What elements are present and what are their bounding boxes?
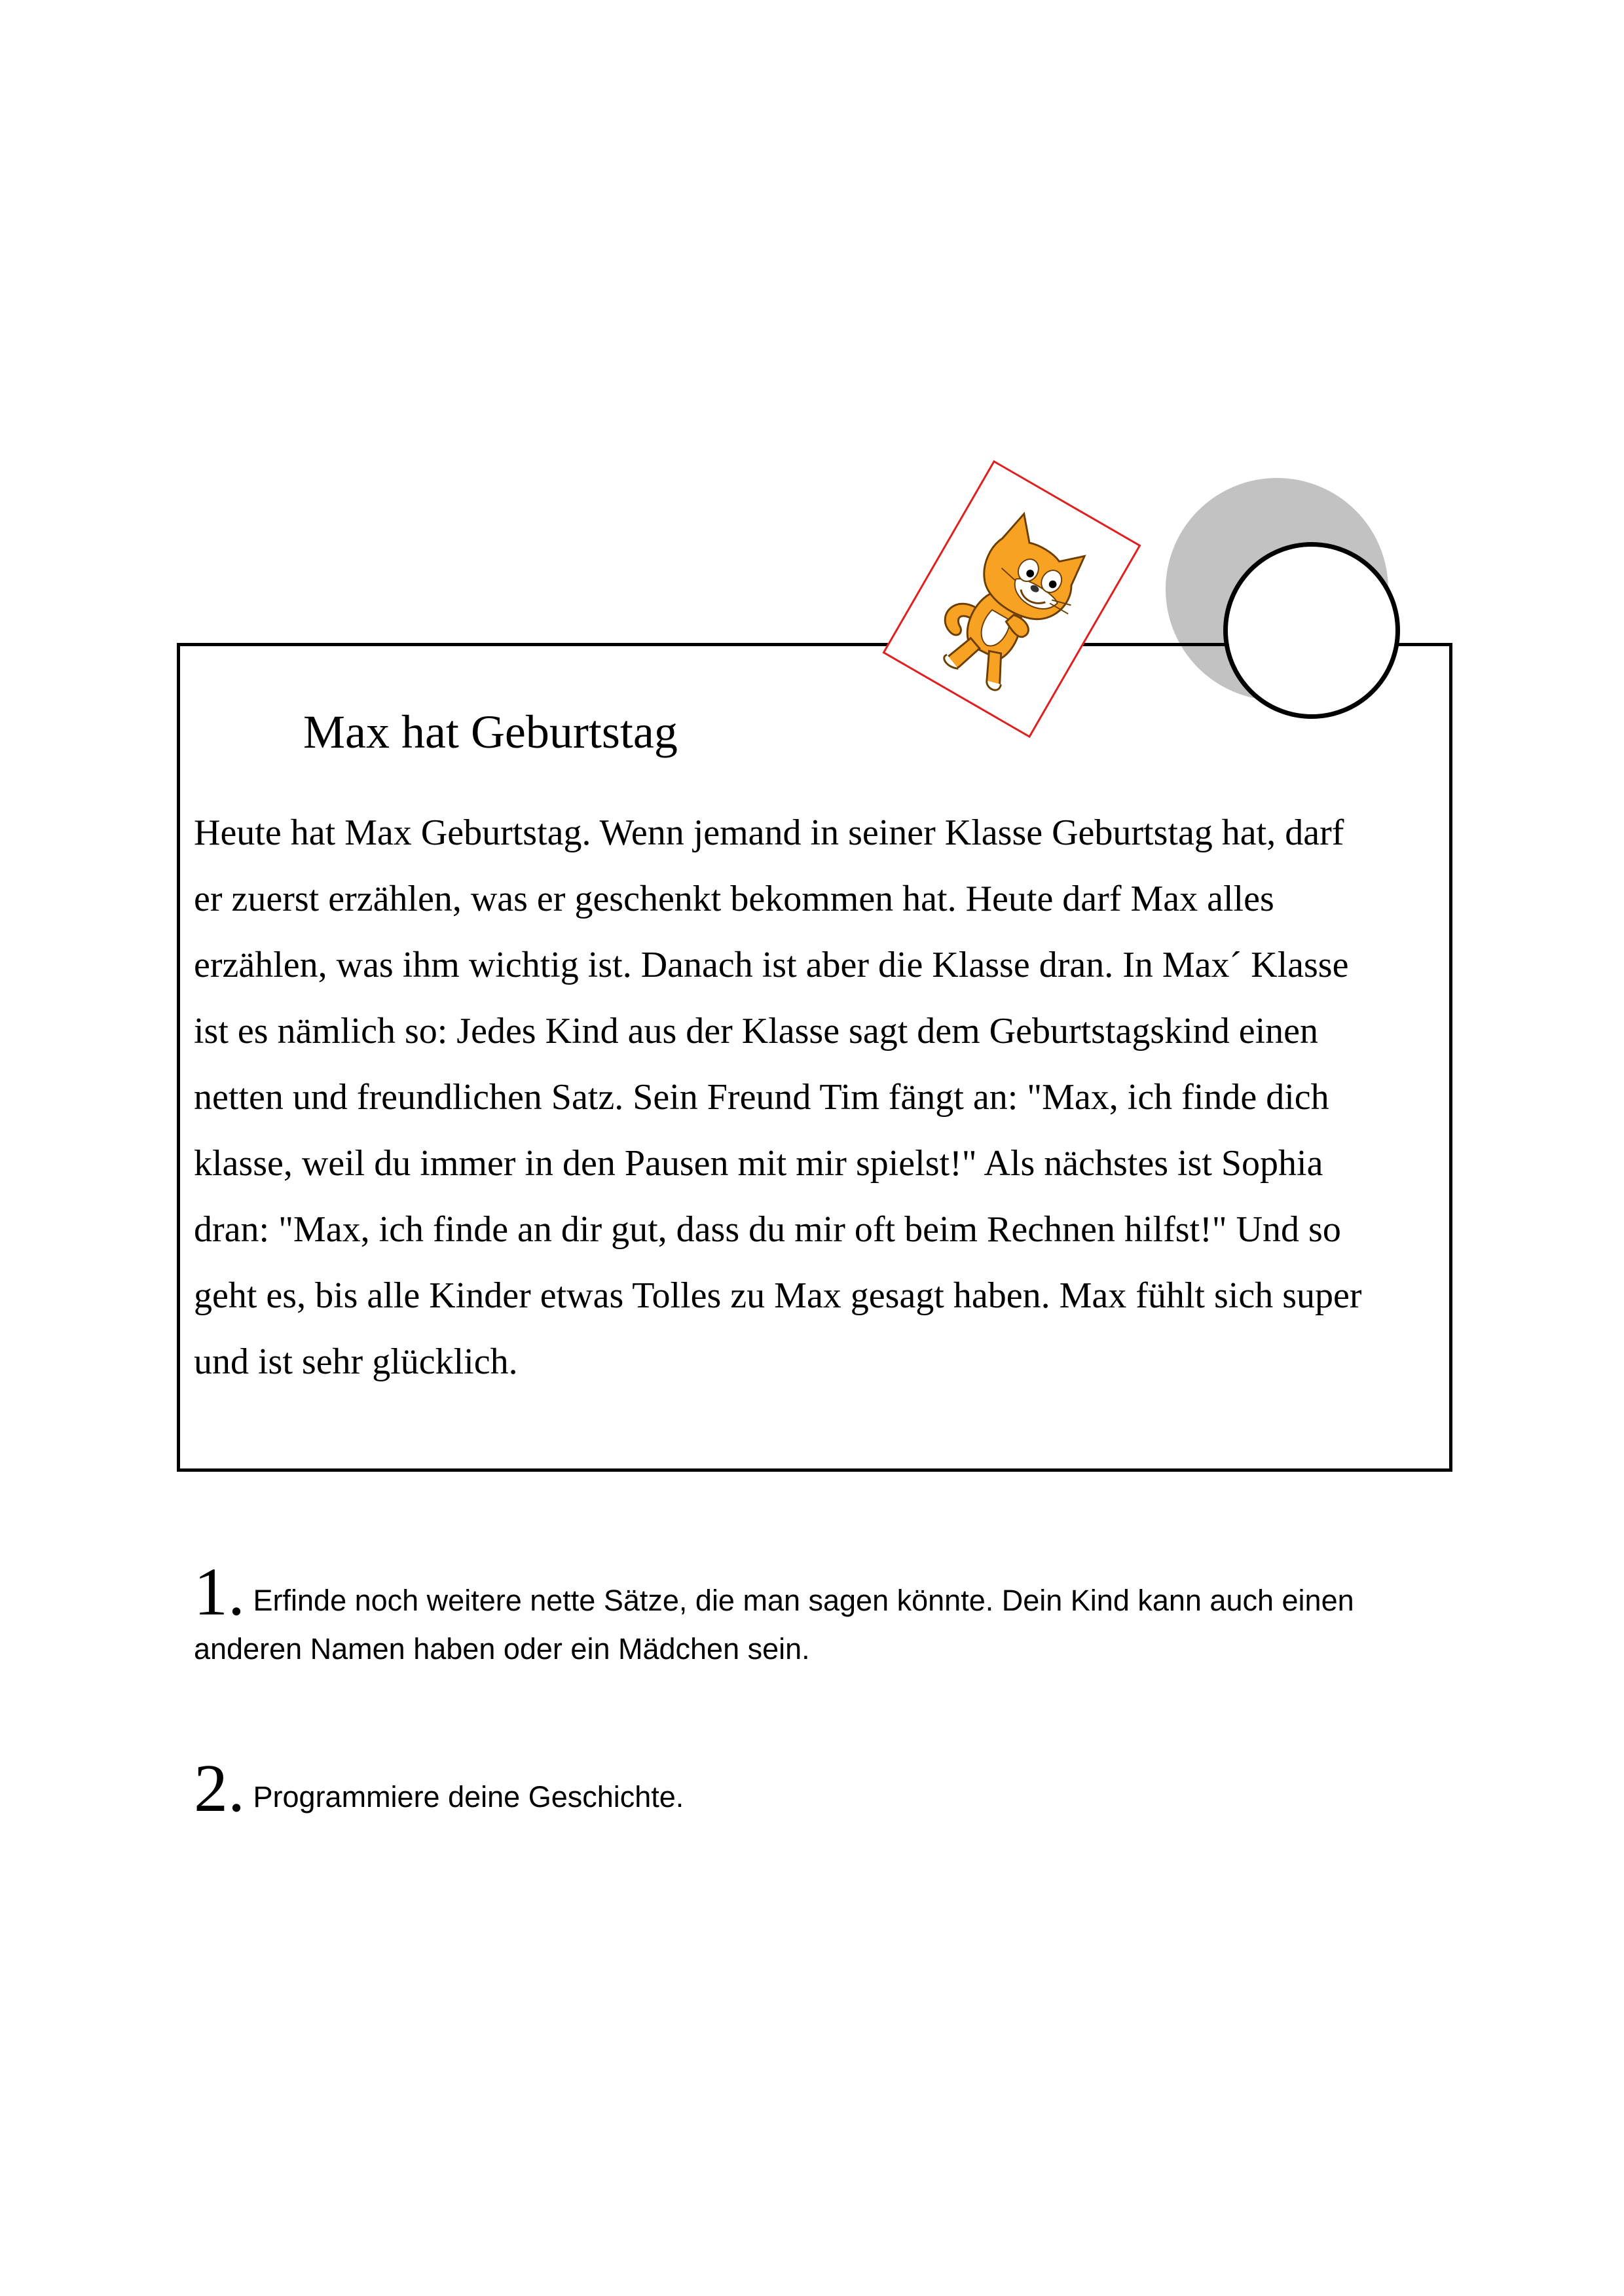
task-line xyxy=(194,1751,1438,1826)
task-text: Programmiere deine Geschichte. xyxy=(253,1780,684,1813)
story-line: geht es, bis alle Kinder etwas Tolles zu Max gesagt haben. Max fühlt sich super xyxy=(194,1275,1362,1316)
task-1 xyxy=(194,1554,1438,1672)
task-line: anderen Namen haben oder ein Mädchen sein. xyxy=(194,1632,810,1666)
task-text: Erfinde noch weitere nette Sätze, die man sagen könnte. Dein Kind kann auch einen xyxy=(253,1584,1354,1617)
story-line: er zuerst erzählen, was er geschenkt bekommen hat. Heute darf Max alles xyxy=(194,879,1274,919)
story-text xyxy=(194,800,1438,1395)
story-title: Max hat Geburtstag xyxy=(303,706,678,758)
task-2 xyxy=(194,1751,1438,1826)
story-line: Heute hat Max Geburtstag. Wenn jemand in seiner Klasse Geburtstag hat, darf xyxy=(194,812,1344,853)
story-line: klasse, weil du immer in den Pausen mit mir spielst!" Als nächstes ist Sophia xyxy=(194,1143,1323,1184)
task-line xyxy=(194,1554,1438,1630)
story-line: ist es nämlich so: Jedes Kind aus der Klasse sagt dem Geburtstagskind einen xyxy=(194,1011,1318,1051)
story-line: erzählen, was ihm wichtig ist. Danach ist aber die Klasse dran. In Max´ Klasse xyxy=(194,945,1349,985)
task-number: 2. xyxy=(194,1751,245,1826)
story-line: und ist sehr glücklich. xyxy=(194,1341,518,1382)
story-line: netten und freundlichen Satz. Sein Freund Tim fängt an: "Max, ich finde dich xyxy=(194,1077,1329,1118)
task-number: 1. xyxy=(194,1554,245,1630)
white-circle-decoration xyxy=(1223,542,1400,719)
story-line: dran: "Max, ich finde an dir gut, dass du mir oft beim Rechnen hilfst!" Und so xyxy=(194,1209,1341,1250)
